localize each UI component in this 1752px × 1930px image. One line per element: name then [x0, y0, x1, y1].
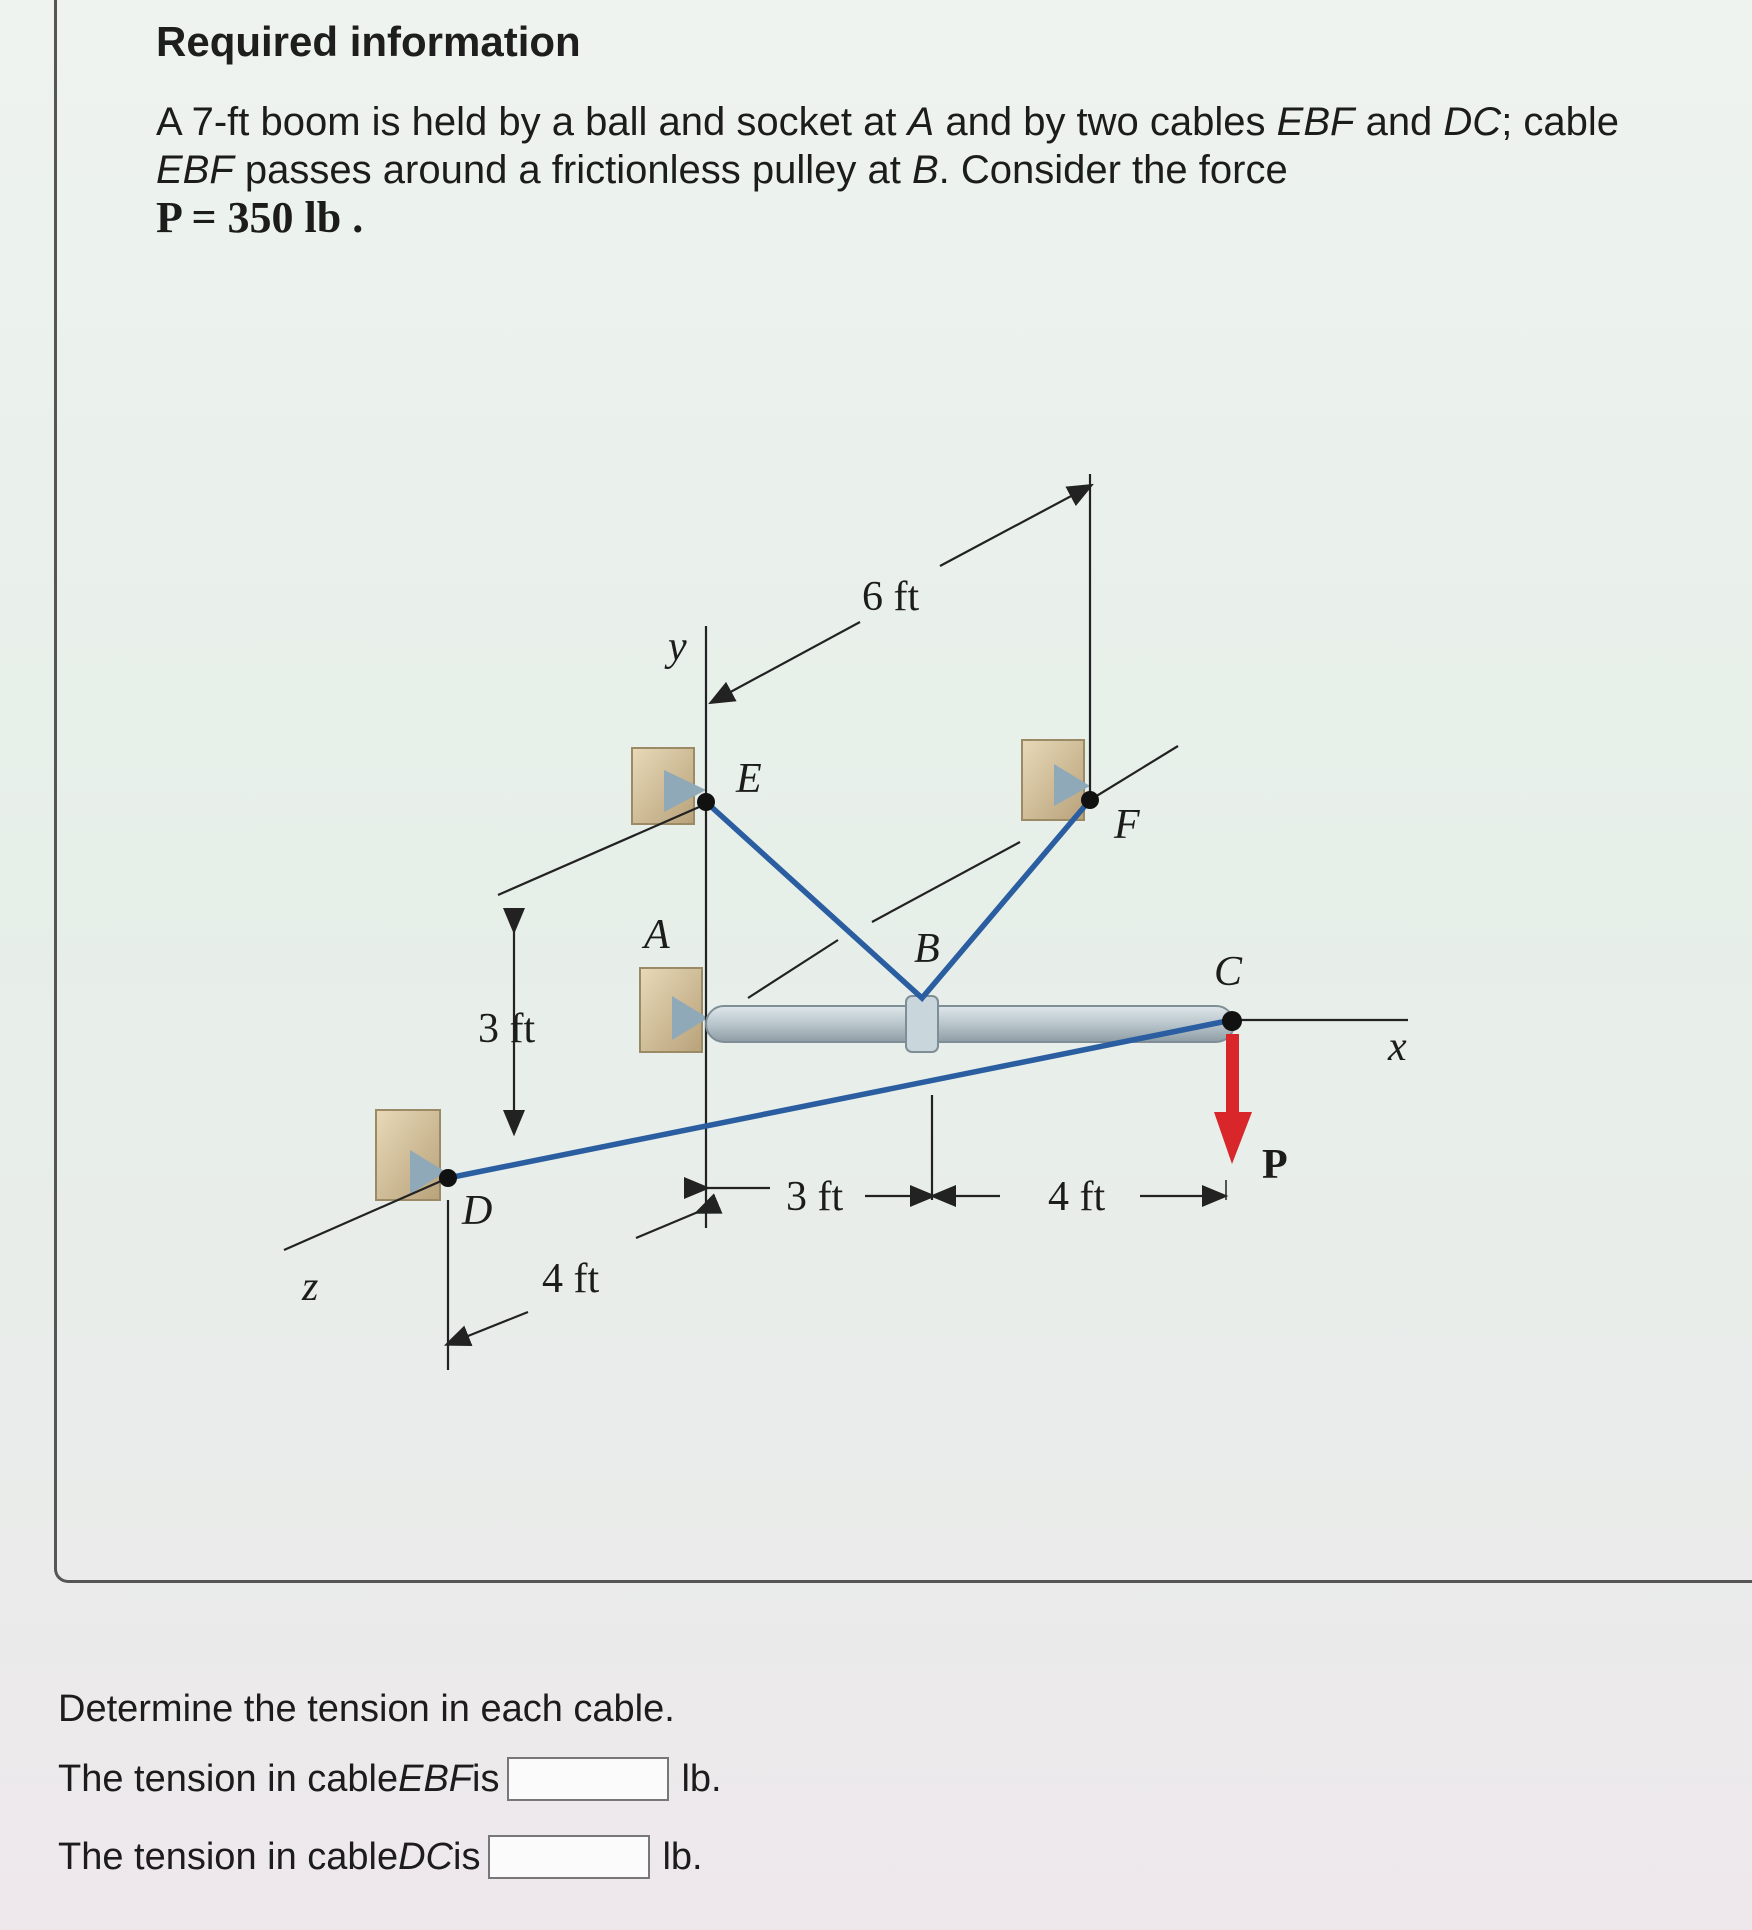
- problem-text: and: [1354, 100, 1444, 144]
- answer-label: The tension in cable: [58, 1757, 399, 1800]
- answer-row-ebf: [58, 1757, 722, 1801]
- problem-text: A 7-ft boom is held by a ball and socket at: [156, 100, 908, 144]
- joint-f: [1081, 791, 1099, 809]
- answer-label: The tension in cable: [58, 1835, 399, 1878]
- tension-ebf-input[interactable]: [507, 1757, 669, 1801]
- dim-4ft-x: 4 ft: [1048, 1174, 1106, 1220]
- question-prompt: Determine the tension in each cable.: [58, 1688, 675, 1730]
- dim-4ft-z: 4 ft: [542, 1256, 600, 1302]
- axes-and-construction-lines: [284, 474, 1408, 1370]
- joint-d: [439, 1169, 457, 1187]
- joint-c: [1222, 1011, 1242, 1031]
- cable-ebf-ref: EBF: [1276, 100, 1355, 144]
- cables: [448, 800, 1232, 1178]
- problem-text: . Consider the force: [938, 148, 1288, 192]
- section-title: Required information: [156, 18, 581, 65]
- cable-dc: [448, 1020, 1232, 1178]
- label-e: E: [736, 756, 762, 802]
- support-bracket-a: [640, 968, 708, 1052]
- dim-3ft-vertical: 3 ft: [478, 1006, 536, 1052]
- answer-label: is: [453, 1835, 481, 1878]
- support-bracket-e: [632, 748, 706, 824]
- label-x-axis: x: [1388, 1024, 1407, 1070]
- point-a-ref: A: [907, 100, 935, 144]
- boom: [706, 996, 1234, 1052]
- cable-name: DC: [398, 1835, 453, 1878]
- tension-dc-input[interactable]: [488, 1835, 650, 1879]
- label-a: A: [644, 912, 670, 958]
- label-z-axis: z: [302, 1264, 319, 1310]
- pulley: [906, 996, 938, 1052]
- label-b: B: [914, 926, 940, 972]
- problem-text: and by two cables: [934, 100, 1277, 144]
- unit-label: lb.: [681, 1757, 722, 1800]
- label-c: C: [1214, 949, 1243, 995]
- answer-row-dc: [58, 1835, 703, 1879]
- problem-text: passes around a frictionless pulley at: [233, 148, 912, 192]
- point-b-ref: B: [911, 148, 939, 192]
- force-expression: P = 350 lb .: [156, 193, 364, 242]
- cable-ebf: [706, 800, 1090, 998]
- label-y-axis: y: [668, 624, 687, 670]
- joint-e: [697, 793, 715, 811]
- force-p-arrow: [1214, 1034, 1252, 1164]
- support-bracket-d: [376, 1110, 446, 1200]
- problem-text: ; cable: [1501, 100, 1620, 144]
- cable-ebf-ref: EBF: [156, 148, 234, 192]
- unit-label: lb.: [662, 1835, 703, 1878]
- label-f: F: [1114, 802, 1140, 848]
- label-d: D: [462, 1188, 493, 1234]
- answer-label: is: [472, 1757, 500, 1800]
- label-p: P: [1262, 1142, 1288, 1188]
- cable-name: EBF: [398, 1757, 473, 1800]
- dim-6ft: 6 ft: [862, 574, 920, 620]
- cable-dc-ref: DC: [1443, 100, 1502, 144]
- dim-3ft-x: 3 ft: [786, 1174, 844, 1220]
